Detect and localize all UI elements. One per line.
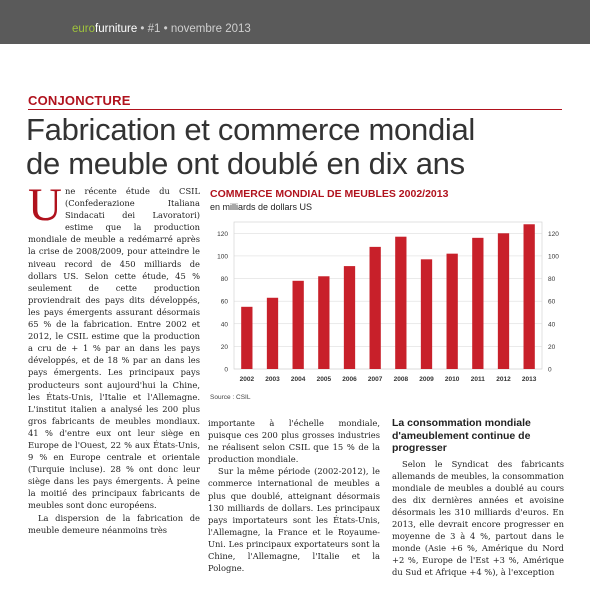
brand-euro: euro bbox=[72, 23, 96, 35]
y-tick-label: 40 bbox=[220, 321, 228, 329]
plot-area bbox=[234, 222, 542, 369]
x-tick-label: 2013 bbox=[521, 376, 537, 383]
y-tick-label-right: 0 bbox=[548, 366, 552, 374]
title-line-1: Fabrication et commerce mondial bbox=[26, 112, 475, 147]
paragraph: La dispersion de la fabrication de meuble demeure néanmoins très bbox=[28, 512, 200, 535]
subheading: La consommation mondiale d'ameublement continue de progresser bbox=[392, 417, 531, 454]
bar-2013 bbox=[524, 224, 535, 369]
section-label: CONJONCTURE bbox=[28, 93, 131, 108]
drop-cap: U bbox=[28, 179, 62, 231]
bar-2010 bbox=[447, 254, 458, 369]
bar-2005 bbox=[318, 276, 329, 369]
magazine-header-bar bbox=[0, 0, 590, 44]
magazine-header: eurofurniture • #1 • novembre 2013 bbox=[72, 23, 251, 35]
article-column-2 bbox=[208, 417, 380, 574]
section-rule bbox=[28, 109, 562, 110]
x-tick-label: 2003 bbox=[265, 376, 280, 383]
paragraph: Selon le Syndicat des fabricants allemands de meubles, la consommation mondiale de meubles a doublé au cours des dix dernières années et avoisine désormais les 310 milliards d'euros. En 2013, elle devrait encore progresser en moyenne de 3 à 4 %, partout dans le monde (Asie +6 %, Amérique du Nord +2 %, Europe de l'Est +3 %, Amérique du Sud et Afrique +4 %), à l'exception bbox=[392, 458, 564, 578]
y-tick-label: 60 bbox=[220, 298, 228, 306]
y-tick-label: 0 bbox=[224, 366, 228, 374]
x-tick-label: 2006 bbox=[342, 376, 357, 383]
x-tick-label: 2002 bbox=[239, 376, 255, 383]
article-title bbox=[26, 113, 566, 181]
bar-2004 bbox=[293, 281, 304, 369]
chart-title: COMMERCE MONDIAL DE MEUBLES 2002/2013 bbox=[210, 188, 449, 200]
y-tick-label-right: 60 bbox=[548, 298, 556, 306]
x-tick-label: 2005 bbox=[316, 376, 332, 383]
y-tick-label-right: 20 bbox=[548, 343, 556, 351]
article-column-1 bbox=[28, 179, 200, 536]
x-tick-label: 2010 bbox=[444, 376, 460, 383]
x-tick-label: 2008 bbox=[393, 376, 409, 383]
y-tick-label-right: 100 bbox=[548, 253, 559, 261]
article-column-3 bbox=[392, 417, 564, 578]
bar-2007 bbox=[370, 247, 381, 369]
x-tick-label: 2007 bbox=[367, 376, 383, 383]
bar-2008 bbox=[395, 237, 406, 369]
issue-date: novembre 2013 bbox=[170, 23, 251, 35]
bar-2012 bbox=[498, 233, 509, 369]
chart-subtitle: en milliards de dollars US bbox=[210, 202, 313, 212]
bar-2003 bbox=[267, 298, 278, 369]
bar-2011 bbox=[472, 238, 483, 369]
chart-source: Source : CSIL bbox=[210, 394, 251, 401]
x-tick-label: 2009 bbox=[419, 376, 434, 383]
y-tick-label: 100 bbox=[217, 253, 228, 261]
bar-chart bbox=[208, 214, 563, 392]
title-line-2: de meuble ont doublé en dix ans bbox=[26, 146, 465, 181]
paragraph: importante à l'échelle mondiale, puisque ces 200 plus grosses industries ne réalisent selon CSIL que 15 % de la production mondiale. bbox=[208, 418, 380, 465]
x-tick-label: 2011 bbox=[470, 376, 485, 383]
bar-2002 bbox=[241, 307, 252, 369]
paragraph: Une récente étude du CSIL (Confederazione Italiana Sindacati dei Lavoratori) estime que la production mondiale de meuble a redémarré après la crise de 2008/2009, pour atteindre le niveau record de 450 milliards de dollars US. Selon cette étude, 45 % seulement de cette production proviendrait des pays dits développés, les pays émergents assurant désormais 65 % de la fabrication. Entre 2002 et 2012, le CSIL estime que la production a cru de + 1 % par an dans les pays développés, et de 18 % par an dans les pays émergents. Les principaux pays producteurs sont aujourd'hui la Chine, les États-Unis, l'Italie et l'Allemagne. L'institut italien a analysé les 200 plus gros fabricants de meubles mondiaux. 41 % d'entre eux ont leur siège en Europe de l'Ouest, 22 % aux États-Unis, 9 % en Europe centrale et orientale (Turquie incluse). 28 % ont donc leur siège dans les pays émergents. À peine la moitié des principaux fabricants de meubles sont donc européens. bbox=[28, 179, 200, 511]
y-tick-label-right: 120 bbox=[548, 230, 559, 238]
brand-furniture: furniture bbox=[95, 23, 138, 35]
x-tick-label: 2012 bbox=[496, 376, 511, 383]
issue-number: #1 bbox=[147, 23, 161, 35]
bar-2009 bbox=[421, 259, 432, 369]
y-tick-label: 80 bbox=[220, 276, 228, 284]
x-tick-label: 2004 bbox=[290, 376, 306, 383]
y-tick-label-right: 40 bbox=[548, 321, 556, 329]
paragraph: Sur la même période (2002-2012), le commerce international de meubles a plus que doublé, atteignant désormais 130 milliards de dollars. Les principaux pays importateurs sont les États-Unis, l'Allemagne, la France et le Royaume-Uni. Les principaux exportateurs sont la Chine, l'Allemagne, l'Italie et la Pologne. bbox=[208, 466, 380, 574]
bar-2006 bbox=[344, 266, 355, 369]
y-tick-label-right: 80 bbox=[548, 276, 556, 284]
y-tick-label: 20 bbox=[220, 343, 228, 351]
y-tick-label: 120 bbox=[217, 230, 228, 238]
